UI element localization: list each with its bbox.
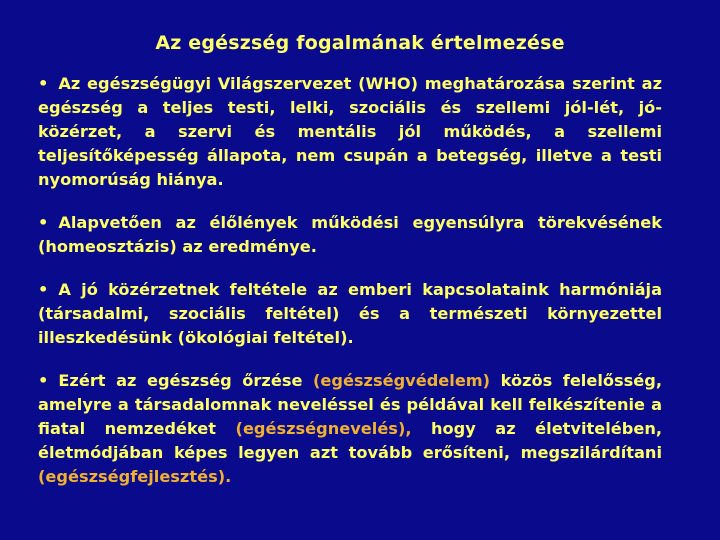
paragraph-text-part: Ezért az egészség őrzése	[58, 371, 313, 390]
bullet-paragraph-wellbeing	[38, 278, 662, 350]
bullet-paragraph-homeostasis	[38, 211, 662, 259]
bullet-icon: •	[38, 371, 49, 390]
highlight-egeszsegneveles: (egészségnevelés),	[235, 419, 412, 438]
highlight-egeszsegfejlesztes: (egészségfejlesztés).	[38, 467, 232, 486]
highlight-egeszsegvedelem: (egészségvédelem)	[312, 371, 491, 390]
bullet-icon: •	[38, 74, 49, 93]
paragraph-text: Az egészségügyi Világszervezet (WHO) meghatározása szerint az egészség a teljes testi, lelki, szociális és szellemi jól-lét, jó-közérzet, a szervi és mentális jól működés, a szellemi teljesítőképesség állapota, nem csupán a betegség, illetve a testi nyomorúság hiánya.	[38, 74, 662, 189]
bullet-paragraph-responsibility	[38, 369, 662, 489]
paragraph-text-part: közös felelősség, amelyre a társadalomnak neveléssel és példával kell felkészítenie a fiatal nemzedéket	[38, 371, 662, 438]
bullet-icon: •	[38, 213, 49, 232]
bullet-paragraph-who-definition	[38, 72, 662, 192]
paragraph-text: A jó közérzetnek feltétele az emberi kapcsolataink harmóniája (társadalmi, szociális feltétel) és a természeti környezettel illeszkedésünk (ökológiai feltétel).	[38, 280, 662, 347]
paragraph-text-part: hogy az életvitelében, életmódjában képes legyen azt tovább erősíteni, megszilárdítani	[38, 419, 662, 462]
slide-title: Az egészség fogalmának értelmezése	[155, 32, 565, 54]
slide-content	[38, 72, 662, 508]
bullet-icon: •	[38, 280, 49, 299]
paragraph-text: Alapvetően az élőlények működési egyensúlyra törekvésének (homeosztázis) az eredménye.	[38, 213, 662, 256]
